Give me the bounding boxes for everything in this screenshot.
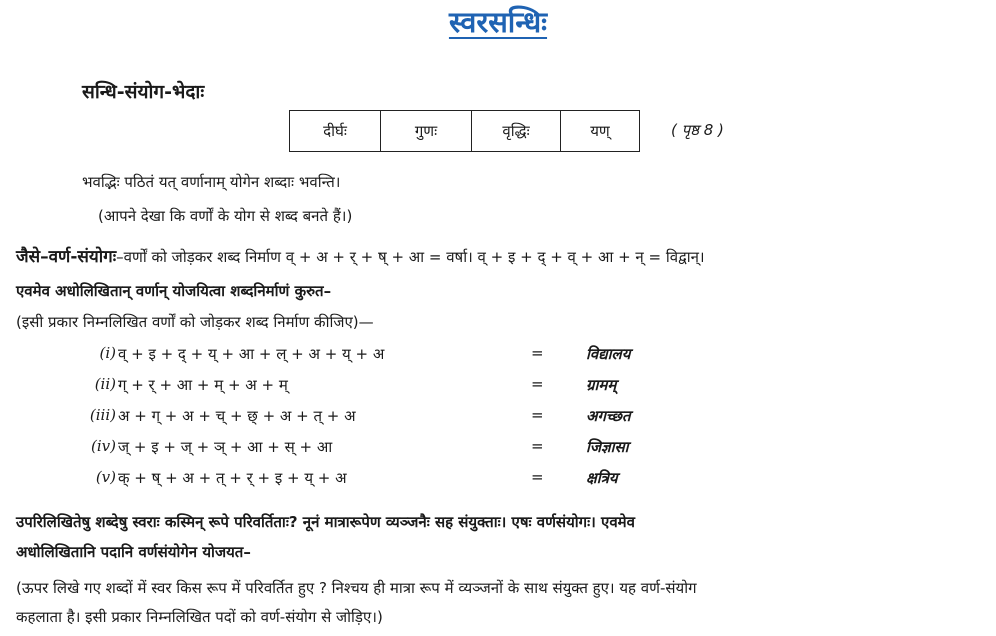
exercise-number: (v) <box>95 468 116 486</box>
exercise-result: विद्यालय <box>586 345 631 363</box>
title-text: स्वरसन्धिः <box>448 5 548 39</box>
exercise-result: ग्रामम् <box>586 376 617 394</box>
table-cell-dirgha: दीर्घः <box>290 111 381 151</box>
example-label: जैसे–वर्ण-संयोगः <box>16 247 117 267</box>
table-cell-guna: गुणः <box>381 111 472 151</box>
exercise-number: (i) <box>99 344 116 362</box>
paragraph-hindi-intro: (आपने देखा कि वर्णों के योग से शब्द बनते हैं।) <box>98 207 353 225</box>
paragraph-hindi-question-line1: (ऊपर लिखे गए शब्दों में स्वर किस रूप में परिवर्तित हुए ? निश्चय ही मात्रा रूप में व्यञ्जनों के साथ संयुक्त हुए। यह वर्ण-संयोग <box>16 579 697 597</box>
page-reference: ( पृष्ठ 8 ) <box>671 121 724 139</box>
exercise-number: (iv) <box>91 437 116 455</box>
equals-sign: = <box>531 375 544 393</box>
equals-sign: = <box>531 406 544 424</box>
exercise-result: क्षत्रिय <box>586 469 618 487</box>
sandhi-types-table <box>289 110 640 152</box>
exercise-row <box>0 344 996 374</box>
paragraph-hindi-question-line2: कहलाता है। इसी प्रकार निम्नलिखित पदों को वर्ण-संयोग से जोड़िए।) <box>16 608 383 626</box>
instruction-hindi: (इसी प्रकार निम्नलिखित वर्णों को जोड़कर शब्द निर्माण कीजिए)— <box>16 313 374 331</box>
exercise-result: जिज्ञासा <box>586 438 629 456</box>
exercise-expression: ज् + इ + ज् + ञ् + आ + स् + आ <box>118 438 333 456</box>
page-title <box>0 2 996 41</box>
exercise-row <box>0 437 996 467</box>
exercise-row <box>0 468 996 498</box>
equals-sign: = <box>531 344 544 362</box>
example-line <box>16 244 705 267</box>
exercise-expression: क् + ष् + अ + त् + र् + इ + य् + अ <box>118 469 347 487</box>
paragraph-sanskrit-question-line2: अधोलिखितानि पदानि वर्णसंयोगेन योजयत– <box>16 543 251 561</box>
exercise-expression: ग् + र् + आ + म् + अ + म् <box>118 376 288 394</box>
exercise-expression: अ + ग् + अ + च् + छ् + अ + त् + अ <box>118 407 356 425</box>
example-text: –वर्णों को जोड़कर शब्द निर्माण व् + अ + र् + ष् + आ = वर्षा। व् + इ + द् + व् + आ + न् = विद्वान्। <box>116 248 705 266</box>
exercise-result: अगच्छत <box>586 407 631 425</box>
exercise-expression: व् + इ + द् + य् + आ + ल् + अ + य् + अ <box>118 345 385 363</box>
equals-sign: = <box>531 437 544 455</box>
paragraph-sanskrit-intro: भवद्भिः पठितं यत् वर्णानाम् योगेन शब्दाः भवन्ति। <box>82 173 341 191</box>
exercise-row <box>0 406 996 436</box>
paragraph-sanskrit-question-line1: उपरिलिखितेषु शब्देषु स्वराः कस्मिन् रूपे परिवर्तिताः? नूनं मात्रारूपेण व्यञ्जनैः सह संयुक्ताः। एषः वर्णसंयोगः। एवमेव <box>16 513 635 531</box>
equals-sign: = <box>531 468 544 486</box>
exercise-row <box>0 375 996 405</box>
exercise-number: (iii) <box>89 406 116 424</box>
exercise-number: (ii) <box>94 375 116 393</box>
table-cell-yan: यण् <box>590 122 610 140</box>
table-cell-vriddhi: वृद्धिः <box>472 111 561 151</box>
instruction-sanskrit: एवमेव अधोलिखितान् वर्णान् योजयित्वा शब्दनिर्माणं कुरुत– <box>16 282 332 300</box>
section-heading: सन्धि-संयोग-भेदाः <box>82 81 205 103</box>
